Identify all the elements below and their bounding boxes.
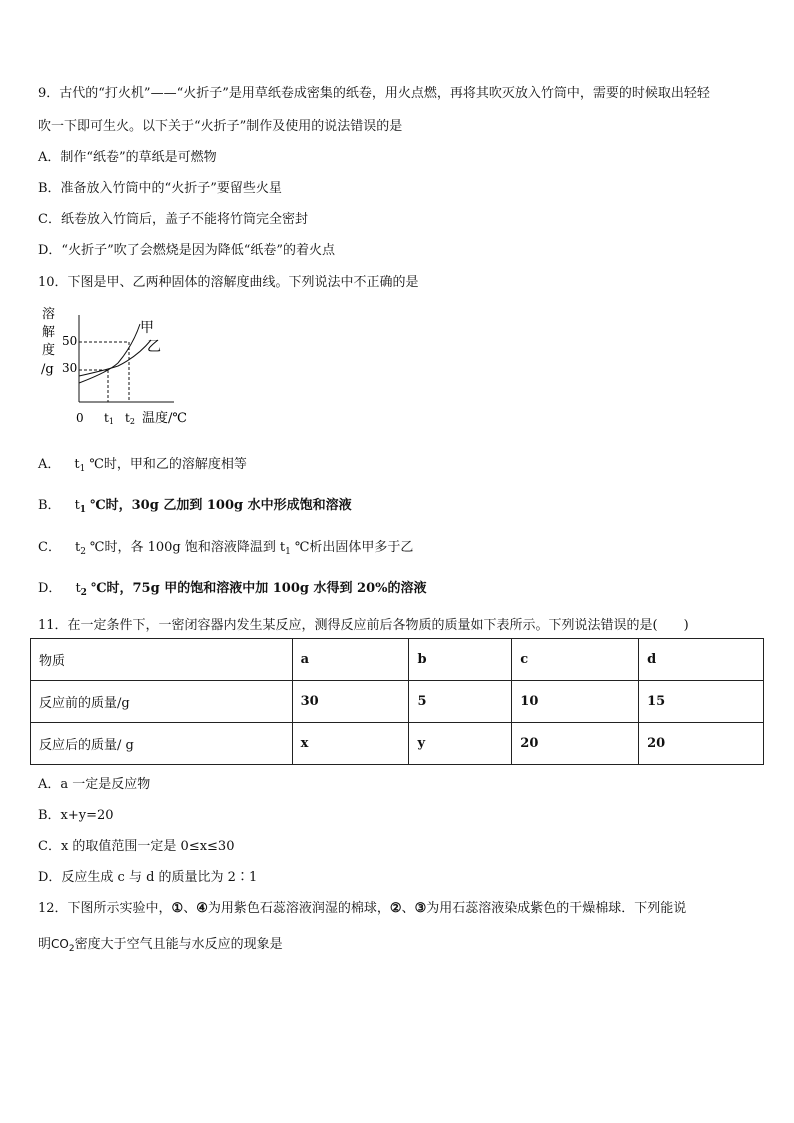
q10-option-a-t: t [74, 457, 80, 472]
table-cell: 物质 [31, 639, 293, 681]
graph-ylabel-char4: /g [41, 362, 54, 377]
co2-formula [51, 937, 75, 954]
table-cell: x [292, 723, 409, 765]
circled-4: ④ [196, 901, 208, 916]
table-cell: 5 [409, 681, 512, 723]
q10-option-c-sub2: 1 [285, 547, 291, 557]
q11-option-b: B．x+y=20 [38, 808, 114, 823]
curve-yi [79, 340, 151, 376]
q11-option-c: C．x 的取值范围一定是 0≤x≤30 [38, 839, 235, 854]
curve-label-yi: 乙 [147, 339, 161, 355]
table-cell: 30 [292, 681, 409, 723]
co2-sub: 2 [68, 944, 75, 954]
table-cell: 反应后的质量/ g [31, 723, 293, 765]
q10-option-a-prefix: A． [38, 457, 61, 472]
graph-tick-t2-letter: t [125, 411, 130, 425]
q10-option-c-sub: 2 [80, 547, 86, 557]
q10-option-d-text: ℃时，75g 甲的饱和溶液中加 100g 水得到 20%的溶液 [90, 581, 427, 596]
q10-option-b [38, 494, 352, 515]
q10-stem: 10．下图是甲、乙两种固体的溶解度曲线。下列说法中不正确的是 [38, 275, 419, 290]
graph-tick-t1 [104, 411, 114, 426]
q12-stem-part-d: 密度大于空气且能与水反应的现象是 [74, 937, 283, 952]
q9-stem-line2: 吹一下即可生火。以下关于“火折子”制作及使用的说法错误的是 [38, 119, 403, 134]
table-cell: 20 [639, 723, 764, 765]
table-cell: 10 [512, 681, 639, 723]
q10-option-b-t: t [74, 498, 80, 513]
q12-stem-part-c: 为用石蕊溶液染成紫色的干燥棉球．下列能说 [426, 901, 687, 916]
q10-option-a [38, 453, 247, 474]
q12-stem-ming: 明 [38, 937, 52, 952]
q9-option-c: C．纸卷放入竹筒后，盖子不能将竹筒完全密封 [38, 212, 308, 227]
table-cell: c [512, 639, 639, 681]
q11-mass-table [30, 638, 764, 765]
circled-3: ③ [414, 901, 427, 916]
table-cell: y [409, 723, 512, 765]
graph-tick-t2 [125, 411, 135, 426]
q9-stem-line1: 9．古代的“打火机”——“火折子”是用草纸卷成密集的纸卷，用火点燃，再将其吹灭放入竹筒中，需要的时候取出轻轻 [38, 86, 710, 101]
table-cell: d [639, 639, 764, 681]
table-cell: 20 [512, 723, 639, 765]
graph-ylabel-char1: 溶 [42, 307, 56, 322]
q11-option-d: D．反应生成 c 与 d 的质量比为 2∶1 [38, 870, 258, 885]
q9-option-a: A．制作“纸卷”的草纸是可燃物 [38, 150, 217, 165]
q10-option-d-sub: 2 [80, 588, 87, 598]
graph-ylabel-char3: 度 [42, 343, 56, 358]
table-row [31, 639, 764, 681]
q12-sep-2: 、 [401, 901, 415, 916]
table-row [31, 723, 764, 765]
graph-tick-t2-sub: 2 [129, 417, 135, 426]
graph-tick-50: 50 [62, 334, 78, 348]
q10-option-d [38, 577, 426, 598]
graph-tick-t1-sub: 1 [108, 417, 114, 426]
table-row [31, 681, 764, 723]
circled-2: ② [389, 901, 402, 916]
graph-tick-t1-letter: t [104, 411, 109, 425]
table-cell: a [292, 639, 409, 681]
q10-option-d-prefix: D． [38, 581, 62, 596]
q10-option-c-text: ℃析出固体甲多于乙 [294, 540, 414, 555]
q12-stem-part-b: 为用紫色石蕊溶液润湿的棉球， [207, 901, 390, 916]
q9-option-d: D．“火折子”吹了会燃烧是因为降低“纸卷”的着火点 [38, 243, 336, 258]
co2-co: CO [51, 937, 69, 951]
q10-option-d-t: t [75, 581, 81, 596]
q11-stem: 11．在一定条件下，一密闭容器内发生某反应，测得反应前后各物质的质量如下表所示。下列说法错误的是( ) [38, 618, 689, 633]
graph-ylabel-char2: 解 [42, 325, 56, 340]
q12-stem-part-a: 12．下图所示实验中， [38, 901, 172, 916]
q10-option-c-t: t [74, 540, 81, 555]
q10-option-a-text: ℃时，甲和乙的溶解度相等 [89, 457, 247, 472]
q12-sep-1: 、 [183, 901, 197, 916]
q10-option-a-sub: 1 [79, 464, 86, 474]
q12-stem-line1 [38, 897, 686, 916]
q11-option-a: A．a 一定是反应物 [38, 777, 151, 792]
q9-option-b: B．准备放入竹筒中的“火折子”要留些火星 [38, 181, 282, 196]
circled-1: ① [171, 901, 184, 916]
q10-option-c-mid: ℃时，各 100g 饱和溶液降温到 [89, 540, 276, 555]
table-cell: 反应前的质量/g [31, 681, 293, 723]
q10-option-b-text: ℃时，30g 乙加到 100g 水中形成饱和溶液 [90, 498, 352, 513]
q10-option-c [38, 536, 413, 557]
q10-option-c-prefix: C． [38, 540, 61, 555]
q10-option-b-sub: 1 [79, 505, 87, 515]
graph-origin: 0 [76, 411, 84, 425]
curve-label-jia: 甲 [140, 320, 154, 336]
graph-xlabel: 温度/℃ [142, 411, 187, 426]
graph-tick-30: 30 [62, 361, 78, 375]
q12-stem-line2 [38, 933, 283, 954]
q10-option-b-prefix: B． [38, 498, 61, 513]
table-cell: b [409, 639, 512, 681]
q10-option-c-t2: t [279, 540, 286, 555]
table-cell: 15 [639, 681, 764, 723]
solubility-curve-graph [36, 300, 256, 430]
